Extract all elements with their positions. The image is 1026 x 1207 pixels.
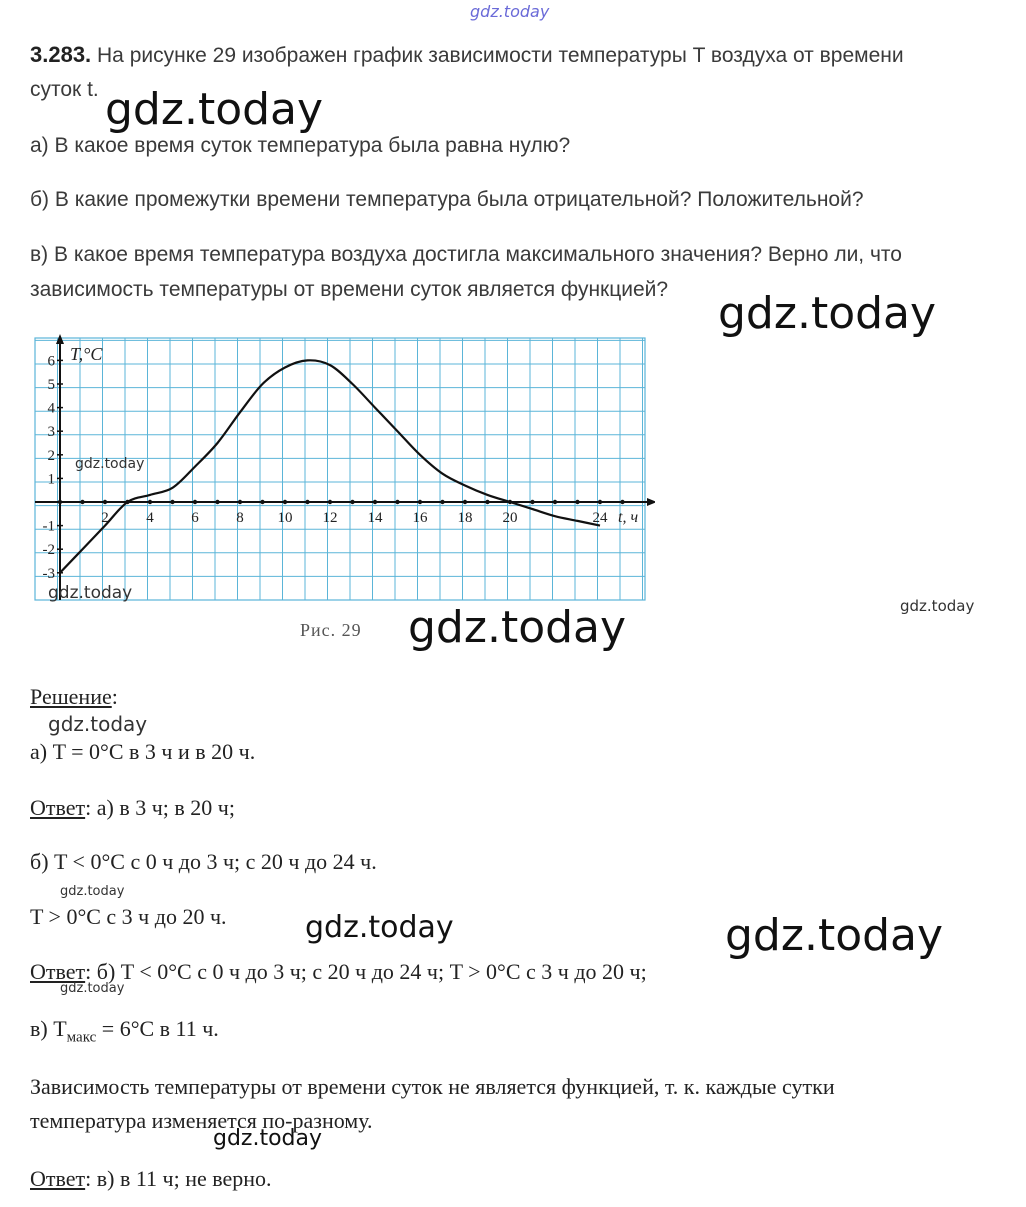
answer-label: Ответ bbox=[30, 795, 86, 820]
answer-a-text: : а) в 3 ч; в 20 ч; bbox=[85, 795, 235, 820]
x-axis-dot bbox=[238, 500, 242, 504]
x-axis-dot bbox=[103, 500, 107, 504]
solution-c bbox=[30, 1016, 219, 1046]
problem-statement-line-2: суток t. bbox=[30, 78, 99, 101]
problem-statement-line-1 bbox=[30, 42, 904, 68]
x-axis-dot bbox=[328, 500, 332, 504]
answer-c-text: : в) в 11 ч; не верно. bbox=[85, 1166, 272, 1191]
y-tick-label: 1 bbox=[47, 471, 55, 488]
solution-c-subscript: макс bbox=[66, 1029, 97, 1046]
y-tick-label: 2 bbox=[47, 447, 55, 464]
watermark: gdz.today bbox=[48, 712, 148, 736]
x-axis-dot bbox=[598, 500, 602, 504]
conclusion-line-1: Зависимость температуры от времени суток не является функцией, т. к. каждые сутки bbox=[30, 1074, 835, 1099]
figure-caption: Рис. 29 bbox=[300, 620, 362, 640]
x-tick-label: 18 bbox=[457, 510, 473, 526]
x-axis-dot bbox=[395, 500, 399, 504]
x-axis-dot bbox=[575, 500, 579, 504]
x-axis-dot bbox=[463, 500, 467, 504]
solution-c-prefix: в) T bbox=[30, 1016, 67, 1041]
solution-heading: Решение: bbox=[30, 684, 118, 709]
x-axis-dot bbox=[170, 500, 174, 504]
x-axis-dot bbox=[530, 500, 534, 504]
x-tick-label: 14 bbox=[367, 510, 383, 526]
x-axis-dot bbox=[148, 500, 152, 504]
watermark: gdz.today bbox=[408, 602, 627, 653]
x-axis-dot bbox=[305, 500, 309, 504]
watermark: gdz.today bbox=[725, 910, 944, 961]
x-axis-arrow bbox=[647, 498, 655, 506]
solution-a: а) T = 0°C в 3 ч и в 20 ч. bbox=[30, 739, 256, 764]
x-tick-label: 6 bbox=[191, 510, 199, 526]
y-tick-label: 3 bbox=[47, 424, 55, 441]
x-axis-dot bbox=[283, 500, 287, 504]
question-a: а) В какое время суток температура была равна нулю? bbox=[30, 134, 571, 157]
watermark: gdz.today bbox=[75, 456, 145, 472]
question-c-line-1: в) В какое время температура воздуха достигла максимального значения? Верно ли, что bbox=[30, 243, 902, 266]
answer-b-text: : б) T < 0°C с 0 ч до 3 ч; с 20 ч до 24 ч; T > 0°C с 3 ч до 20 ч; bbox=[85, 959, 647, 984]
x-tick-label: 24 bbox=[592, 510, 608, 526]
temperature-chart bbox=[30, 330, 655, 605]
x-axis-dot bbox=[373, 500, 377, 504]
x-axis-dot bbox=[553, 500, 557, 504]
problem-number: 3.283. bbox=[30, 42, 92, 67]
answer-label: Ответ bbox=[30, 1166, 86, 1191]
watermark-top: gdz.today bbox=[470, 2, 550, 21]
solution-b-line-2: T > 0°C с 3 ч до 20 ч. bbox=[30, 904, 227, 929]
watermark: gdz.today bbox=[718, 288, 937, 339]
x-tick-label: 10 bbox=[277, 510, 293, 526]
x-axis-dot bbox=[193, 500, 197, 504]
watermark: gdz.today bbox=[213, 1126, 323, 1151]
y-tick-label: 6 bbox=[47, 353, 55, 370]
y-tick-label: 5 bbox=[47, 377, 55, 393]
y-tick-label: -2 bbox=[42, 542, 55, 559]
x-tick-label: 8 bbox=[236, 510, 244, 526]
x-tick-label: 12 bbox=[322, 510, 338, 526]
watermark: gdz.today bbox=[305, 910, 454, 945]
watermark: gdz.today bbox=[48, 583, 133, 603]
x-tick-label: 2 bbox=[101, 510, 109, 526]
x-axis-dot bbox=[350, 500, 354, 504]
problem-statement-text: На рисунке 29 изображен график зависимости температуры T воздуха от времени bbox=[97, 44, 904, 67]
x-axis-dot bbox=[215, 500, 219, 504]
x-tick-label: 4 bbox=[146, 510, 154, 526]
question-b: б) В какие промежутки времени температура была отрицательной? Положительной? bbox=[30, 188, 864, 211]
answer-label: Ответ bbox=[30, 959, 86, 984]
x-axis-dot bbox=[485, 500, 489, 504]
watermark: gdz.today bbox=[60, 981, 125, 996]
conclusion-line-2: температура изменяется по-разному. bbox=[30, 1108, 373, 1133]
x-tick-label: 20 bbox=[502, 510, 518, 526]
watermark: gdz.today bbox=[105, 84, 324, 135]
answer-c bbox=[30, 1166, 272, 1192]
x-axis-dot bbox=[620, 500, 624, 504]
x-axis-dot bbox=[260, 500, 264, 504]
y-tick-label: 4 bbox=[47, 400, 55, 417]
question-c-line-2: зависимость температуры от времени суток является функцией? bbox=[30, 278, 669, 301]
x-axis-label: t, ч bbox=[618, 509, 639, 526]
y-tick-label: -1 bbox=[42, 518, 55, 535]
y-axis-label: T,°C bbox=[70, 344, 103, 364]
y-tick-label: -3 bbox=[42, 565, 55, 582]
answer-a bbox=[30, 795, 235, 821]
x-axis-dot bbox=[440, 500, 444, 504]
watermark: gdz.today bbox=[60, 884, 125, 899]
watermark: gdz.today bbox=[900, 597, 975, 615]
solution-heading-text: Решение bbox=[30, 684, 112, 709]
solution-b-line-1: б) T < 0°C с 0 ч до 3 ч; с 20 ч до 24 ч. bbox=[30, 849, 377, 874]
x-axis-dot bbox=[80, 500, 84, 504]
x-axis-dot bbox=[58, 500, 62, 504]
x-axis-dot bbox=[418, 500, 422, 504]
solution-c-suffix: = 6°C в 11 ч. bbox=[96, 1016, 219, 1041]
x-tick-label: 16 bbox=[412, 510, 428, 526]
